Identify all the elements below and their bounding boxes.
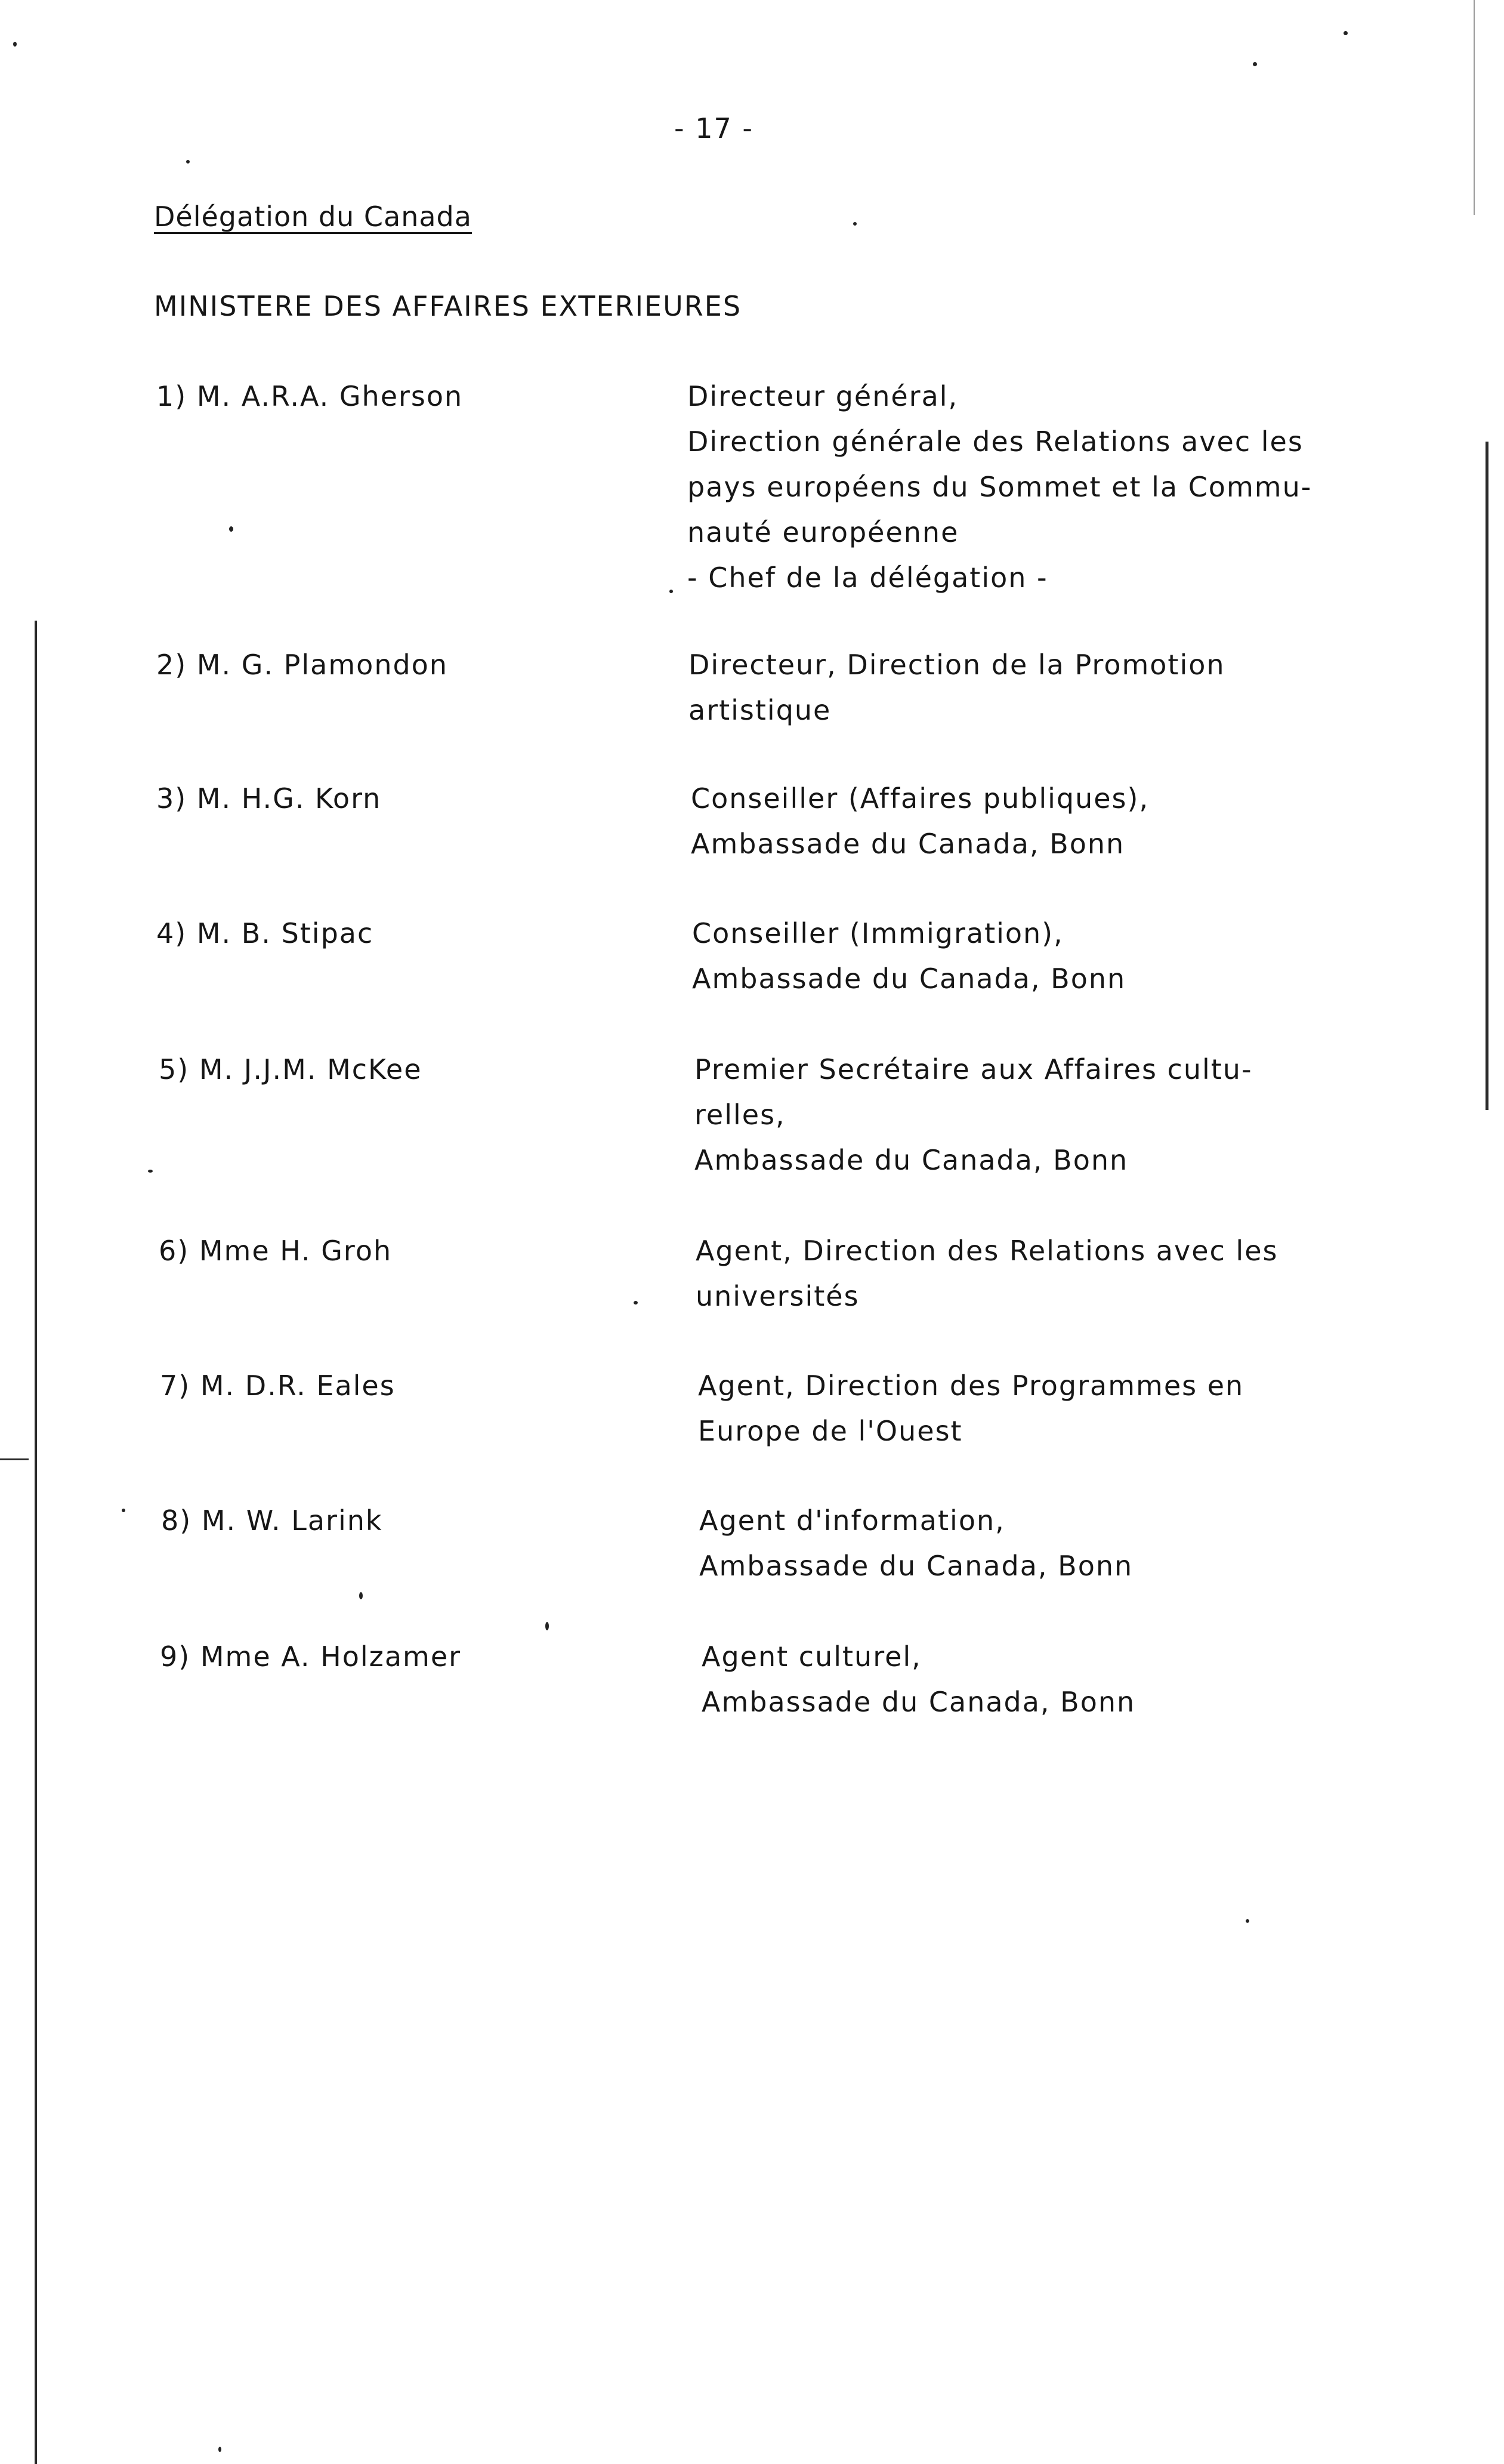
role-line: Agent d'information, [699, 1504, 1005, 1537]
ministry-heading: MINISTERE DES AFFAIRES EXTERIEURES [154, 290, 742, 322]
member-role [687, 374, 1320, 600]
member-role [694, 1047, 1327, 1183]
role-line: pays européens du Sommet et la Commu- [687, 471, 1312, 503]
role-line: Ambassade du Canada, Bonn [699, 1550, 1134, 1582]
scan-speck [634, 1301, 638, 1305]
role-line: Ambassade du Canada, Bonn [691, 828, 1125, 860]
member-name: 5) M. J.J.M. McKee [159, 1053, 422, 1085]
scan-speck [148, 1170, 153, 1173]
role-line: artistique [688, 694, 832, 726]
page-number: - 17 - [674, 112, 753, 144]
role-line: Directeur, Direction de la Promotion [688, 649, 1225, 681]
member-name: 8) M. W. Larink [161, 1504, 383, 1537]
role-line: Premier Secrétaire aux Affaires cultu- [694, 1053, 1253, 1085]
role-line: Ambassade du Canada, Bonn [694, 1144, 1129, 1176]
member-name: 6) Mme H. Groh [159, 1235, 393, 1267]
scan-speck [359, 1592, 363, 1599]
scan-speck [545, 1622, 549, 1630]
member-role [688, 642, 1321, 733]
role-line: Agent, Direction des Relations avec les [696, 1235, 1278, 1267]
scan-speck [122, 1509, 125, 1512]
scan-speck [1344, 31, 1348, 35]
role-line: Ambassade du Canada, Bonn [702, 1686, 1136, 1718]
member-role [699, 1498, 1332, 1589]
scan-edge-right [1486, 442, 1488, 1110]
scan-speck [1253, 62, 1257, 66]
member-name: 3) M. H.G. Korn [156, 782, 382, 815]
scan-speck [13, 42, 17, 47]
role-line: Agent culturel, [702, 1640, 922, 1673]
role-line: relles, [694, 1099, 786, 1131]
scan-speck [229, 526, 233, 532]
scan-speck [218, 2447, 221, 2452]
role-line: Agent, Direction des Programmes en [698, 1370, 1244, 1402]
delegation-title: Délégation du Canada [154, 201, 472, 233]
scan-speck [853, 222, 857, 226]
scan-speck [1246, 1919, 1249, 1923]
member-name: 4) M. B. Stipac [156, 917, 374, 949]
role-line: Ambassade du Canada, Bonn [692, 963, 1126, 995]
scan-speck [669, 590, 673, 593]
role-line: nauté européenne [687, 516, 959, 548]
member-role [692, 911, 1324, 1001]
member-name: 7) M. D.R. Eales [160, 1370, 396, 1402]
scan-speck [186, 160, 190, 164]
role-line: - Chef de la délégation - [687, 562, 1048, 594]
scan-tick [0, 1458, 29, 1460]
role-line: Conseiller (Affaires publiques), [691, 782, 1150, 815]
scan-edge-left [35, 621, 37, 2464]
role-line: Europe de l'Ouest [698, 1415, 963, 1447]
member-name: 1) M. A.R.A. Gherson [156, 380, 464, 412]
scan-edge-right-top [1474, 0, 1475, 215]
member-role [691, 776, 1323, 866]
member-role [698, 1363, 1330, 1454]
role-line: universités [696, 1280, 860, 1312]
member-role [702, 1634, 1334, 1725]
member-name: 2) M. G. Plamondon [156, 649, 448, 681]
member-role [696, 1228, 1328, 1319]
role-line: Direction générale des Relations avec les [687, 425, 1304, 458]
member-name: 9) Mme A. Holzamer [160, 1640, 462, 1673]
role-line: Directeur général, [687, 380, 959, 412]
role-line: Conseiller (Immigration), [692, 917, 1064, 949]
